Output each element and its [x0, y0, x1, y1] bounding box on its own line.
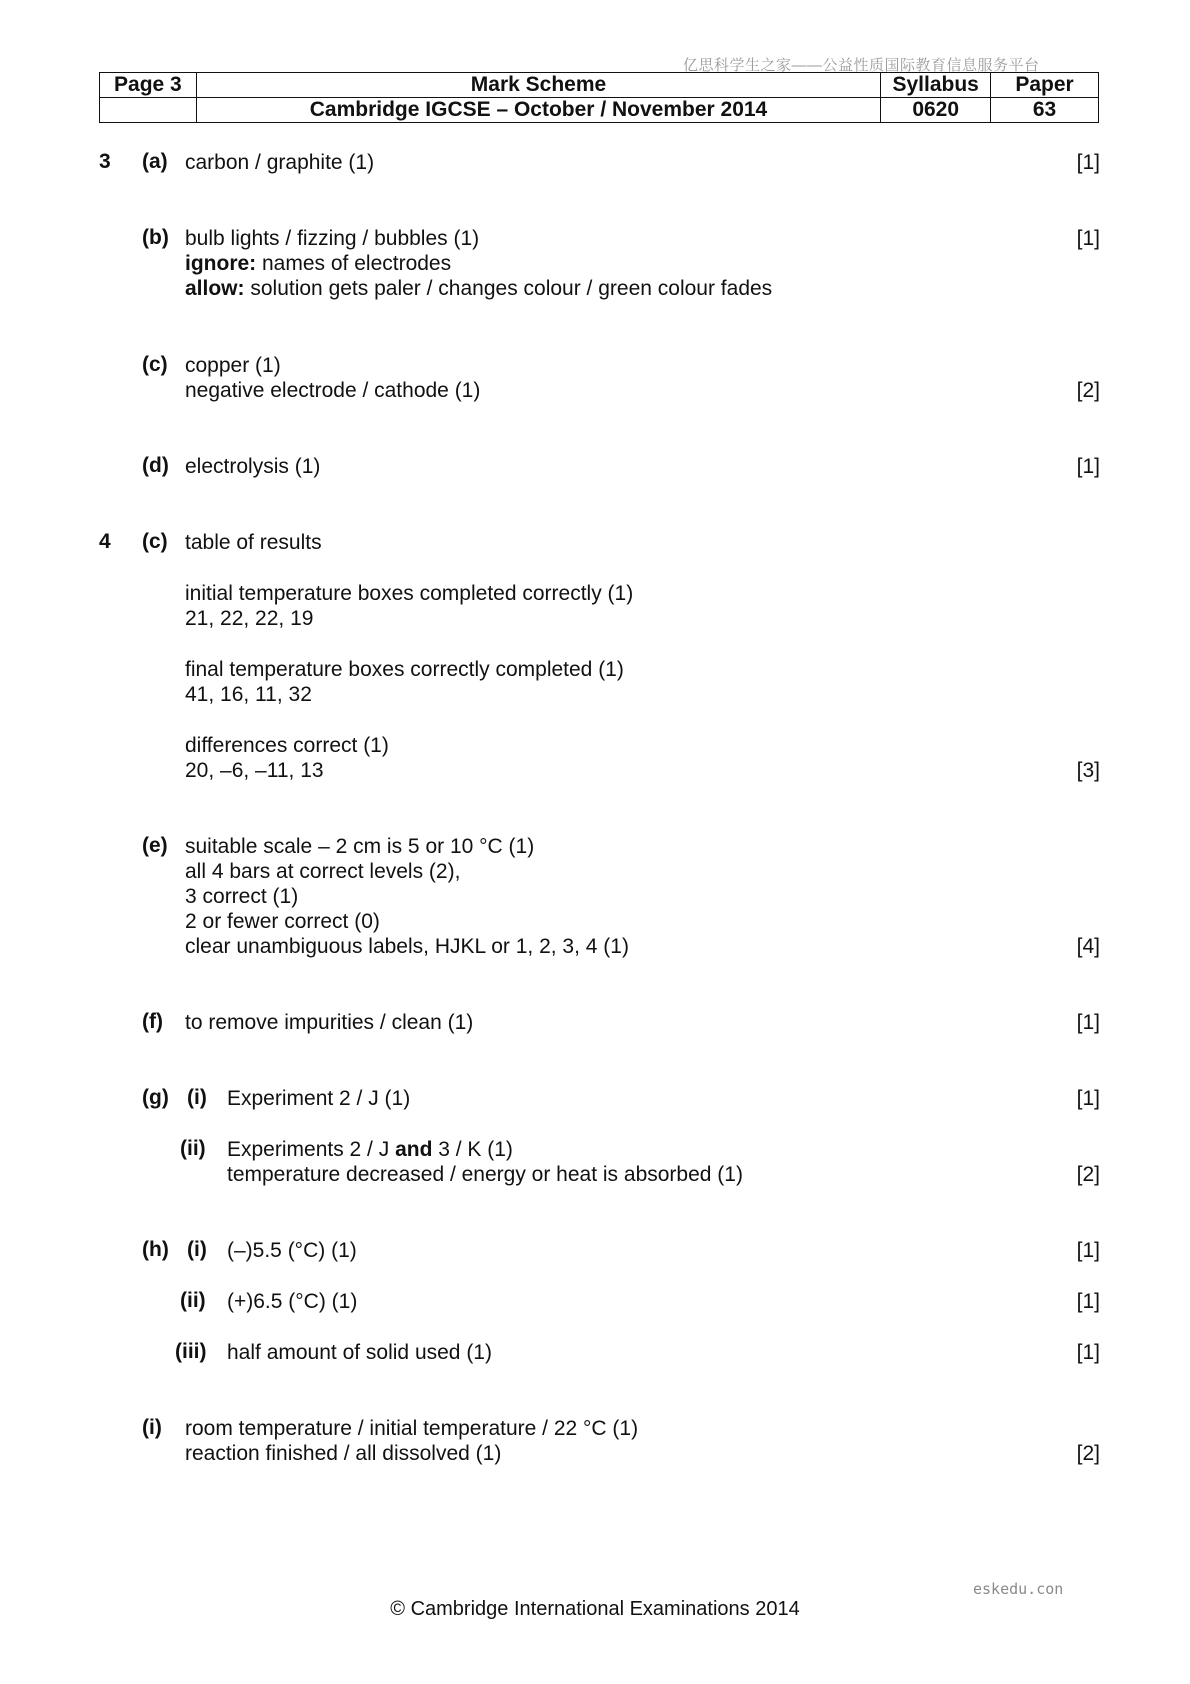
q4e-line5: clear unambiguous labels, HJKL or 1, 2, 3, 4 (1)	[185, 935, 629, 958]
q4c-line3: final temperature boxes correctly completed (1)	[185, 658, 624, 681]
q4e-line3: 3 correct (1)	[185, 885, 299, 908]
q4i-line1: room temperature / initial temperature / 22 °C (1)	[185, 1417, 639, 1440]
q3c-line1: copper (1)	[185, 354, 281, 377]
q4h-i-text: (–)5.5 (°C) (1)	[227, 1239, 357, 1262]
header-table	[99, 72, 1099, 123]
allow-keyword: allow:	[185, 277, 245, 300]
q4c-label: (c)	[142, 530, 168, 553]
page-number: Page 3	[100, 73, 197, 98]
q3b-ignore-line	[185, 251, 451, 276]
q4g-ii-post: 3 / K (1)	[432, 1138, 513, 1161]
q4f-text: to remove impurities / clean (1)	[185, 1011, 474, 1034]
q3b-text: bulb lights / fizzing / bubbles (1)	[185, 227, 480, 250]
q4g-ii-pre: Experiments 2 / J	[227, 1138, 396, 1161]
q4e-mark: [4]	[1076, 935, 1100, 958]
q3b-label: (b)	[142, 226, 169, 249]
q3a-text: carbon / graphite (1)	[185, 151, 375, 174]
q4c-mark: [3]	[1076, 759, 1100, 782]
q4c-line4: 41, 16, 11, 32	[185, 683, 312, 706]
q4g-i-text: Experiment 2 / J (1)	[227, 1087, 411, 1110]
syllabus-label: Syllabus	[881, 73, 991, 98]
q3c-label: (c)	[142, 353, 168, 376]
q4g-label: (g)	[142, 1086, 169, 1109]
paper-code: 63	[991, 98, 1099, 123]
header-blank-cell	[100, 98, 197, 123]
q4g-ii-line1	[227, 1137, 513, 1162]
q3c-line2: negative electrode / cathode (1)	[185, 379, 481, 402]
q4e-label: (e)	[142, 834, 168, 857]
q3d-mark: [1]	[1076, 455, 1100, 478]
q4c-line1: initial temperature boxes completed correctly (1)	[185, 582, 634, 605]
ignore-keyword: ignore:	[185, 252, 257, 275]
q4h-i-label: (i)	[187, 1238, 207, 1261]
q4f-label: (f)	[142, 1010, 163, 1033]
q4g-ii-label: (ii)	[180, 1137, 206, 1160]
q4g-i-label: (i)	[187, 1086, 207, 1109]
q4c-line2: 21, 22, 22, 19	[185, 607, 314, 630]
q4i-mark: [2]	[1076, 1442, 1100, 1465]
watermark-top: 亿思科学生之家——公益性质国际教育信息服务平台	[683, 57, 1040, 74]
and-keyword: and	[395, 1138, 433, 1161]
q4e-line2: all 4 bars at correct levels (2),	[185, 860, 461, 883]
q4h-label: (h)	[142, 1238, 169, 1261]
q4i-label: (i)	[142, 1416, 162, 1439]
q3b-allow-line	[185, 276, 772, 301]
q4c-line5: differences correct (1)	[185, 734, 389, 757]
doc-subtitle: Cambridge IGCSE – October / November 2014	[196, 98, 880, 123]
watermark-bottom: eskedu.con	[973, 1580, 1064, 1598]
q3c-mark: [2]	[1076, 379, 1100, 402]
q4c-intro: table of results	[185, 531, 322, 554]
q4f-mark: [1]	[1076, 1011, 1100, 1034]
q4e-line1: suitable scale – 2 cm is 5 or 10 °C (1)	[185, 835, 535, 858]
q4h-ii-mark: [1]	[1076, 1290, 1100, 1313]
doc-title: Mark Scheme	[196, 73, 880, 98]
q4h-iii-label: (iii)	[175, 1340, 207, 1363]
question-number-3: 3	[99, 150, 111, 173]
q3a-label: (a)	[142, 150, 168, 173]
q4g-ii-mark: [2]	[1076, 1163, 1100, 1186]
q3d-text: electrolysis (1)	[185, 455, 321, 478]
ignore-text: names of electrodes	[256, 252, 452, 275]
allow-text: solution gets paler / changes colour / green colour fades	[244, 277, 773, 300]
q3b-mark: [1]	[1076, 227, 1100, 250]
q4i-line2: reaction finished / all dissolved (1)	[185, 1442, 502, 1465]
copyright-footer: © Cambridge International Examinations 2014	[390, 1598, 800, 1620]
q4h-ii-text: (+)6.5 (°C) (1)	[227, 1290, 358, 1313]
q3a-mark: [1]	[1076, 151, 1100, 174]
q4g-i-mark: [1]	[1076, 1087, 1100, 1110]
q4h-iii-mark: [1]	[1076, 1341, 1100, 1364]
q4g-ii-line2: temperature decreased / energy or heat is absorbed (1)	[227, 1163, 743, 1186]
q3d-label: (d)	[142, 454, 169, 477]
q4c-line6: 20, –6, –11, 13	[185, 759, 324, 782]
q4e-line4: 2 or fewer correct (0)	[185, 910, 380, 933]
q4h-i-mark: [1]	[1076, 1239, 1100, 1262]
question-number-4: 4	[99, 530, 111, 553]
q4h-iii-text: half amount of solid used (1)	[227, 1341, 492, 1364]
q4h-ii-label: (ii)	[180, 1289, 206, 1312]
syllabus-code: 0620	[881, 98, 991, 123]
paper-label: Paper	[991, 73, 1099, 98]
